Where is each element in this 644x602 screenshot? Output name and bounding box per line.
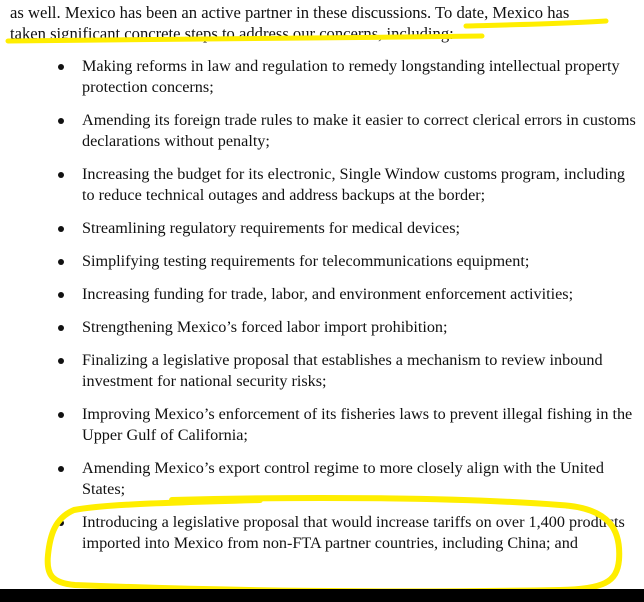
list-item <box>0 110 644 152</box>
list-item <box>0 284 644 305</box>
list-item-text: Making reforms in law and regulation to remedy longstanding intellectual property protection concerns; <box>82 57 620 96</box>
bottom-edge-bar <box>0 589 644 602</box>
bullet-icon <box>58 259 64 265</box>
list-item <box>0 164 644 206</box>
list-item <box>0 218 644 239</box>
list-item-text: Strengthening Mexico’s forced labor import prohibition; <box>82 318 448 336</box>
bullet-icon <box>58 292 64 298</box>
list-item <box>0 56 644 98</box>
bullet-icon <box>58 226 64 232</box>
bullet-icon <box>58 358 64 364</box>
intro-line-1: as well. Mexico has been an active partner in these discussions. To date, Mexico has <box>10 3 570 22</box>
bullet-icon <box>58 325 64 331</box>
list-item-text: Simplifying testing requirements for telecommunications equipment; <box>82 252 530 270</box>
list-item <box>0 317 644 338</box>
list-item-text: Introducing a legislative proposal that would increase tariffs on over 1,400 products imported into Mexico from non-FTA partner countries, including China; and <box>82 513 625 552</box>
bullet-icon <box>58 466 64 472</box>
steps-list <box>0 56 644 566</box>
list-item-text: Amending its foreign trade rules to make it easier to correct clerical errors in customs declarations without penalty; <box>82 111 636 150</box>
list-item-text: Increasing funding for trade, labor, and environment enforcement activities; <box>82 285 574 303</box>
bullet-icon <box>58 64 64 70</box>
list-item <box>0 458 644 500</box>
list-item <box>0 404 644 446</box>
list-item-text: Amending Mexico’s export control regime to more closely align with the United States; <box>82 459 604 498</box>
list-item-text: Increasing the budget for its electronic, Single Window customs program, including to reduce technical outages and address backups at the border; <box>82 165 626 204</box>
list-item <box>0 251 644 272</box>
intro-paragraph <box>10 2 640 44</box>
list-item-text: Streamlining regulatory requirements for medical devices; <box>82 219 461 237</box>
list-item-highlighted <box>0 512 644 554</box>
intro-line-2: taken significant concrete steps to address our concerns, including: <box>10 24 454 43</box>
list-item <box>0 350 644 392</box>
bullet-icon <box>58 172 64 178</box>
bullet-icon <box>58 118 64 124</box>
list-item-text: Improving Mexico’s enforcement of its fisheries laws to prevent illegal fishing in the Upper Gulf of California; <box>82 405 633 444</box>
bullet-icon <box>58 412 64 418</box>
bullet-icon <box>58 520 64 526</box>
list-item-text: Finalizing a legislative proposal that establishes a mechanism to review inbound investment for national security risks; <box>82 351 603 390</box>
